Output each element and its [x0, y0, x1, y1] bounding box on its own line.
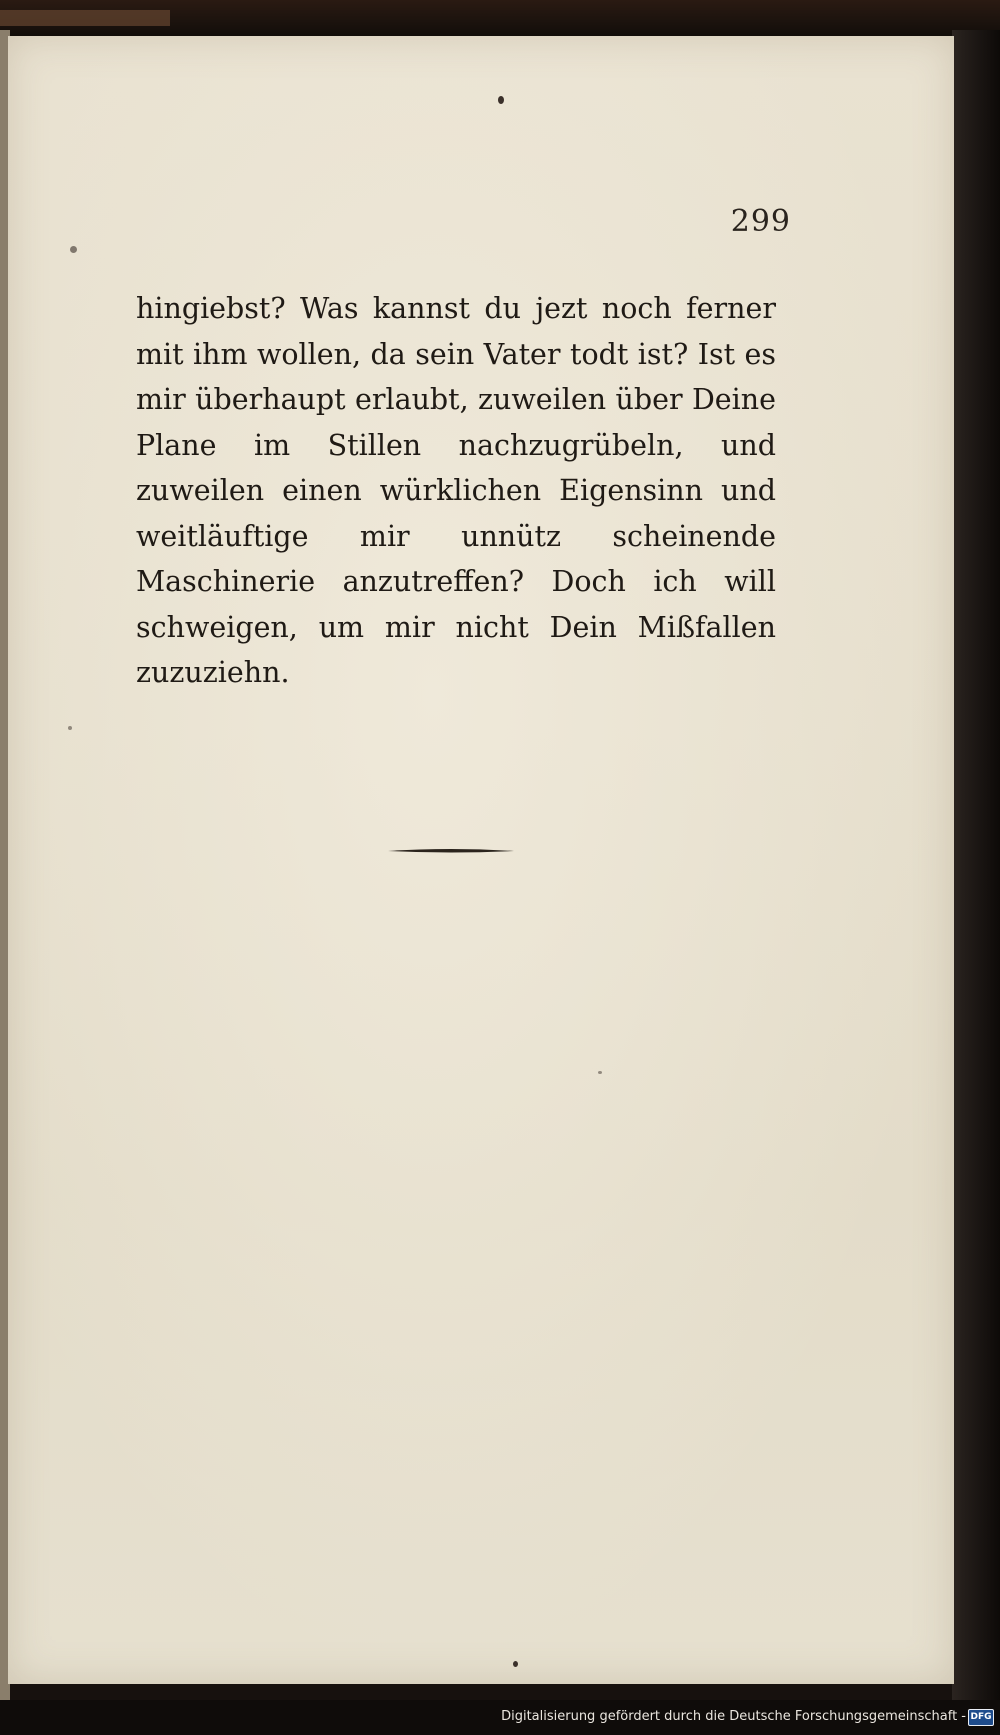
- paper-speck: [68, 726, 72, 730]
- paper-speck: [598, 1071, 602, 1074]
- book-binding-edge: [952, 30, 1000, 1700]
- paper-speck: [498, 96, 504, 104]
- page-body-text: hingiebst? Was kannst du jezt noch ferner mit ihm wollen, da sein Vater todt ist? Ist es mir überhaupt erlaubt, zuweilen über Deine Plane im Stillen nachzugrübeln, und zuweilen einen würklichen Eigensinn und weitläuftige mir unnütz scheinende Maschinerie anzutreffen? Doch ich will schweigen, um mir nicht Dein Mißfallen zuzuziehn.: [136, 292, 776, 689]
- paper-speck: [513, 1661, 518, 1667]
- book-top-edge: [0, 0, 1000, 40]
- adjacent-page-sliver: [0, 10, 170, 26]
- paper-speck: [70, 246, 77, 253]
- dfg-logo: DFG: [968, 1709, 994, 1726]
- section-end-rule: [388, 846, 514, 856]
- book-page: [8, 36, 954, 1684]
- page-number: 299: [730, 204, 791, 239]
- funding-credit: Digitalisierung gefördert durch die Deutsche Forschungsgemeinschaft -: [501, 1709, 966, 1724]
